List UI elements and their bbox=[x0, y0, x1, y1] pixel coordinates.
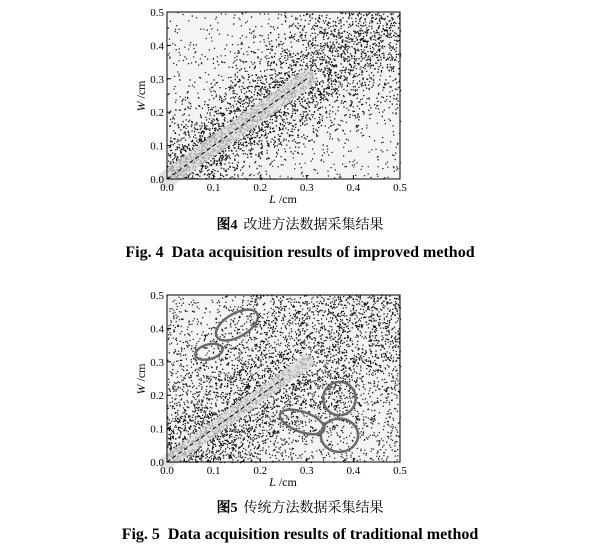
figure-number-cn: 图4 bbox=[216, 218, 238, 233]
x-tick-label: 0.3 bbox=[299, 465, 314, 477]
y-tick-label: 0.2 bbox=[150, 107, 164, 120]
figure-number-cn: 图5 bbox=[216, 501, 238, 516]
y-tick-label: 0.4 bbox=[150, 323, 164, 336]
x-axis-label: L /cm bbox=[269, 475, 297, 489]
figure-caption-cn bbox=[0, 214, 600, 234]
y-tick-label: 0.0 bbox=[150, 457, 164, 469]
figure-caption-en bbox=[0, 244, 600, 262]
caption-text-en: Data acquisition results of traditional method bbox=[167, 526, 479, 543]
x-axis-label: L /cm bbox=[269, 192, 297, 206]
x-tick-label: 0.5 bbox=[393, 182, 407, 194]
x-tick-label: 0.1 bbox=[206, 182, 221, 194]
y-tick-label: 0.5 bbox=[150, 7, 164, 19]
y-tick-label: 0.4 bbox=[150, 40, 164, 53]
x-tick-label: 0.4 bbox=[346, 182, 361, 194]
x-tick-label: 0.2 bbox=[253, 465, 268, 477]
y-tick-label: 0.1 bbox=[150, 140, 164, 153]
y-tick-label: 0.2 bbox=[150, 390, 164, 403]
y-tick-label: 0.1 bbox=[150, 423, 164, 436]
chart-fig4 bbox=[134, 7, 407, 206]
y-tick-label: 0.5 bbox=[150, 290, 164, 302]
figure-number-en: Fig. 5 bbox=[121, 526, 160, 543]
x-tick-label: 0.2 bbox=[253, 182, 268, 194]
x-tick-label: 0.5 bbox=[393, 465, 407, 477]
x-tick-label: 0.3 bbox=[299, 182, 314, 194]
x-tick-label: 0.0 bbox=[160, 182, 174, 194]
caption-text-cn: 传统方法数据采集结果 bbox=[243, 500, 384, 516]
figure-number-en: Fig. 4 bbox=[125, 244, 164, 261]
figure-caption-cn bbox=[0, 497, 600, 517]
figure-caption-en bbox=[0, 526, 600, 544]
caption-text-en: Data acquisition results of improved method bbox=[171, 244, 475, 261]
y-tick-label: 0.3 bbox=[150, 73, 164, 86]
y-tick-label: 0.0 bbox=[150, 174, 164, 186]
y-axis-label: W/cm bbox=[134, 363, 148, 395]
y-tick-label: 0.3 bbox=[150, 356, 164, 369]
x-tick-label: 0.4 bbox=[346, 465, 361, 477]
caption-text-cn: 改进方法数据采集结果 bbox=[243, 217, 384, 233]
x-tick-label: 0.1 bbox=[206, 465, 221, 477]
y-axis-label: W/cm bbox=[134, 80, 148, 112]
chart-fig5 bbox=[134, 290, 407, 489]
x-tick-label: 0.0 bbox=[160, 465, 174, 477]
